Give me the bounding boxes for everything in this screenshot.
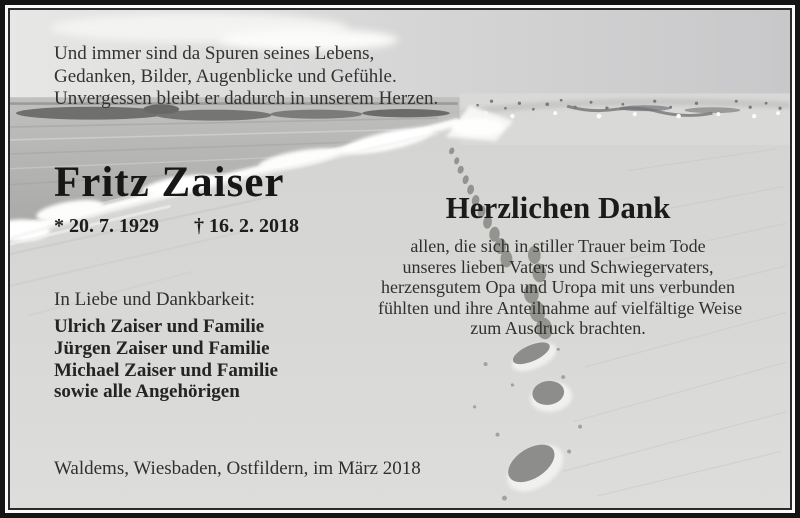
mourners-intro: In Liebe und Dankbarkeit: (54, 289, 256, 310)
death-date-text: 16. 2. 2018 (209, 215, 299, 237)
thanks-title: Herzlichen Dank (445, 190, 671, 225)
footer-places-date: Waldems, Wiesbaden, Ostfildern, im März 2018 (54, 458, 421, 479)
memorial-verse (54, 43, 438, 111)
life-dates (54, 215, 354, 241)
verse-line: Und immer sind da Spuren seines Lebens, (54, 43, 375, 64)
born-symbol: * (54, 215, 64, 237)
mourner-name: Ulrich Zaiser und Familie (54, 316, 265, 337)
mourner-name: Michael Zaiser und Familie (54, 359, 278, 381)
thanks-text-line: fühlten und ihre Anteilnahme auf vielfältige Weise (378, 297, 743, 318)
mourner-name: sowie alle Angehörigen (54, 381, 240, 403)
beach-footprints-photo (8, 8, 792, 510)
thanks-text-line: herzensgutem Opa und Uropa mit uns verbunden (381, 277, 735, 298)
birth-date-text: 20. 7. 1929 (69, 215, 159, 237)
birth-date (54, 215, 159, 238)
death-date (194, 215, 299, 238)
mourners-list (54, 316, 278, 403)
verse-line: Unvergessen bleibt er dadurch in unserem Herzen. (54, 88, 439, 110)
died-cross-symbol: † (194, 215, 204, 237)
mourner-name: Jürgen Zaiser und Familie (54, 337, 270, 359)
verse-line: Gedanken, Bilder, Augenblicke und Gefühle. (54, 65, 397, 87)
thanks-block (378, 190, 743, 339)
thanks-text-line: zum Ausdruck brachten. (470, 318, 646, 339)
thanks-text (378, 236, 743, 339)
thanks-text-line: allen, die sich in stiller Trauer beim Tode (410, 236, 706, 256)
thanks-text-line: unseres lieben Vaters und Schwiegervaters, (402, 256, 714, 277)
dune-ridge (446, 93, 790, 145)
deceased-name: Fritz Zaiser (54, 159, 285, 206)
